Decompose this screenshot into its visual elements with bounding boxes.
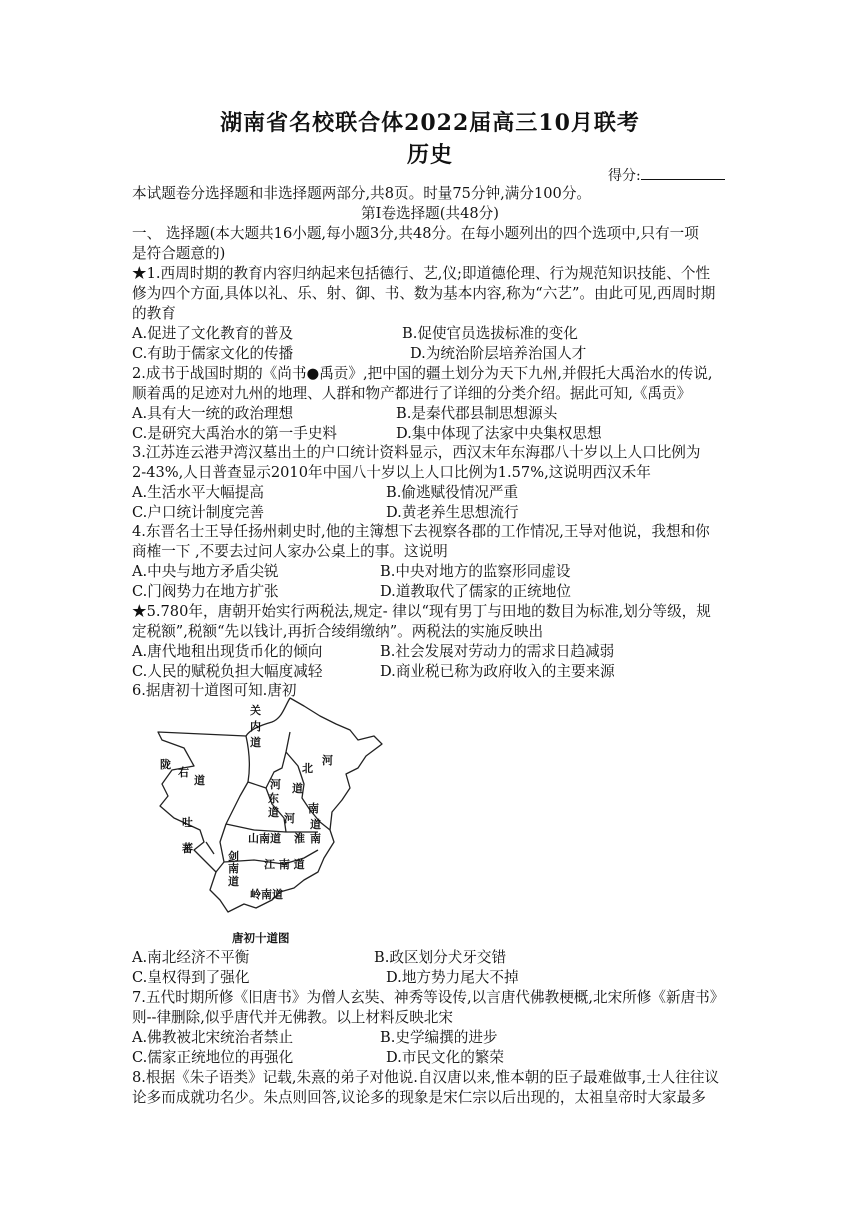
option-b[interactable]: B.中央对地方的监察形同虚设	[380, 563, 571, 580]
map-label: 右	[178, 766, 189, 779]
map-label: 剑	[228, 850, 239, 863]
option-c[interactable]: C.有助于儒家文化的传播	[132, 345, 294, 362]
question-stem: ★5.780年，唐朝开始实行两税法,规定- 律以“现有男丁与田地的数目为标准,划分等级，规	[132, 603, 711, 620]
option-c[interactable]: C.皇权得到了强化	[132, 969, 250, 986]
map-label: 南	[310, 832, 321, 845]
map-label: 山南道	[248, 832, 281, 845]
question-stem: 4.东晋名士王导任扬州刺史时,他的主簿想下去视察各郡的工作情况,王导对他说，我想和你	[132, 523, 710, 540]
exam-title: 湖南省名校联合体2022届高三10月联考	[220, 110, 640, 136]
map-label: 河	[284, 812, 295, 825]
map-boundary	[206, 842, 214, 854]
option-c[interactable]: C.是研究大禹治水的第一手史料	[132, 425, 338, 442]
score-blank[interactable]	[641, 167, 725, 180]
map-caption: 唐初十道图	[232, 931, 290, 945]
question-stem: 8.根据《朱子语类》记载,朱熹的弟子对他说.自汉唐以来,惟本朝的臣子最难做事,士人往往议	[132, 1069, 720, 1086]
map-label: 南	[228, 862, 239, 875]
map-label: 道	[194, 774, 205, 787]
question-stem: 定税额”,税额“先以钱计,再折合绫绢缴纳”。两税法的实施反映出	[132, 623, 544, 640]
option-b[interactable]: B.政区划分犬牙交错	[374, 949, 507, 966]
map-label: 关	[250, 704, 261, 717]
map-label: 道	[268, 806, 279, 819]
question-stem: 论多而成就功名少。朱点则回答,议论多的现象是宋仁宗以后出现的，太祖皇帝时大家最多	[132, 1089, 706, 1106]
option-d[interactable]: D.黄老养生思想流行	[386, 504, 519, 521]
option-a[interactable]: A.南北经济不平衡	[132, 949, 250, 966]
map-label: 道	[310, 818, 321, 831]
option-c[interactable]: C.儒家正统地位的再强化	[132, 1049, 294, 1066]
question-stem: 2.成书于战国时期的《尚书●禹贡》,把中国的疆土划分为天下九州,并假托大禹治水的传说,	[132, 365, 713, 382]
map-label: 道	[250, 736, 261, 749]
option-d[interactable]: D.市民文化的繁荣	[386, 1049, 504, 1066]
map-label: 道	[292, 782, 303, 795]
instruction-line-2: 是符合题意的)	[132, 245, 226, 262]
option-d[interactable]: D.地方势力尾大不掉	[386, 969, 519, 986]
map-boundary	[226, 824, 318, 832]
map-outer-border	[158, 698, 382, 912]
option-a[interactable]: A.生活水平大幅提高	[132, 484, 264, 501]
question-stem: 商榷一下 ,不要去过问人家办公桌上的事。这说明	[132, 543, 448, 560]
subject-title: 历史	[406, 142, 453, 168]
map-boundary	[216, 824, 226, 872]
option-d[interactable]: D.集中体现了法家中央集权思想	[396, 425, 602, 442]
option-c[interactable]: C.户口统计制度完善	[132, 504, 265, 521]
question-stem: 的教育	[132, 305, 176, 322]
option-d[interactable]: D.为统治阶层培养治国人才	[410, 345, 587, 362]
option-b[interactable]: B.是秦代郡县制思想源头	[396, 405, 558, 422]
option-b[interactable]: B.偷逃赋役情况严重	[386, 484, 519, 501]
map-label: 蕃	[182, 842, 193, 855]
option-c[interactable]: C.人民的赋税负担大幅度减轻	[132, 663, 323, 680]
option-a[interactable]: A.唐代地租出现货币化的倾向	[132, 643, 323, 660]
map-label: 陇	[160, 758, 171, 771]
intro-text: 本试题卷分选择题和非选择题两部分,共8页。时量75分钟,满分100分。	[132, 185, 592, 202]
map-label: 河	[322, 754, 333, 767]
map-label: 河	[270, 778, 281, 791]
question-stem: 7.五代时期所修《旧唐书》为僧人玄奘、神秀等设传,以言唐代佛教梗概,北宋所修《新唐书》	[132, 989, 725, 1006]
option-b[interactable]: B.促使官员选拔标准的变化	[402, 325, 578, 342]
option-b[interactable]: B.社会发展对劳动力的需求日趋减弱	[380, 643, 615, 660]
option-c[interactable]: C.门阀势力在地方扩张	[132, 583, 279, 600]
instruction-line-1: 一、 选择题(本大题共16小题,每小题3分,共48分。在每小题列出的四个选项中,只有一项	[132, 225, 699, 242]
map-label: 南	[308, 802, 319, 815]
map-boundary	[226, 782, 248, 824]
map-label: 江 南 道	[264, 858, 305, 871]
option-a[interactable]: A.促进了文化教育的普及	[132, 325, 294, 342]
option-b[interactable]: B.史学编撰的进步	[380, 1029, 498, 1046]
tang-ten-circuits-map	[154, 692, 390, 948]
option-a[interactable]: A.佛教被北宋统治者禁止	[132, 1029, 294, 1046]
map-label: 淮	[294, 832, 305, 845]
question-stem: 则--律删除,似乎唐代并无佛教。以上材料反映北宋	[132, 1009, 453, 1026]
question-stem: 6.据唐初十道图可知.唐初	[132, 682, 297, 699]
map-label: 岭南道	[250, 888, 283, 901]
map-label: 内	[250, 720, 261, 733]
question-stem: 2-43%,人日普查显示2010年中国八十岁以上人口比例为1.57%,这说明西汉禾年	[132, 464, 651, 481]
option-d[interactable]: D.商业税已称为政府收入的主要来源	[380, 663, 615, 680]
map-label: 北	[302, 762, 313, 775]
option-a[interactable]: A.中央与地方矛盾尖锐	[132, 563, 279, 580]
question-stem: 顺着禹的足迹对九州的地理、人群和物产都进行了详细的分类介绍。据此可知,《禹贡》	[132, 385, 692, 402]
option-a[interactable]: A.具有大一统的政治理想	[132, 405, 294, 422]
map-label: 道	[228, 875, 239, 888]
score-label: 得分:	[608, 168, 641, 184]
question-stem: 修为四个方面,具体以礼、乐、射、御、书、数为基本内容,称为“六艺”。由此可见,西周时期	[132, 285, 716, 302]
question-stem: 3.江苏连云港尹湾汉墓出土的户口统计资料显示，西汉末年东海郡八十岁以上人口比例为	[132, 444, 701, 461]
question-stem: ★1.西周时期的教育内容归纳起来包括德行、艺,仪;即道德伦理、行为规范知识技能、个性	[132, 265, 711, 282]
section-title: 第I卷选择题(共48分)	[361, 205, 499, 222]
score-field	[608, 165, 725, 185]
option-d[interactable]: D.道教取代了儒家的正统地位	[380, 583, 571, 600]
map-label: 吐	[182, 816, 193, 829]
map-label: 东	[268, 792, 279, 805]
